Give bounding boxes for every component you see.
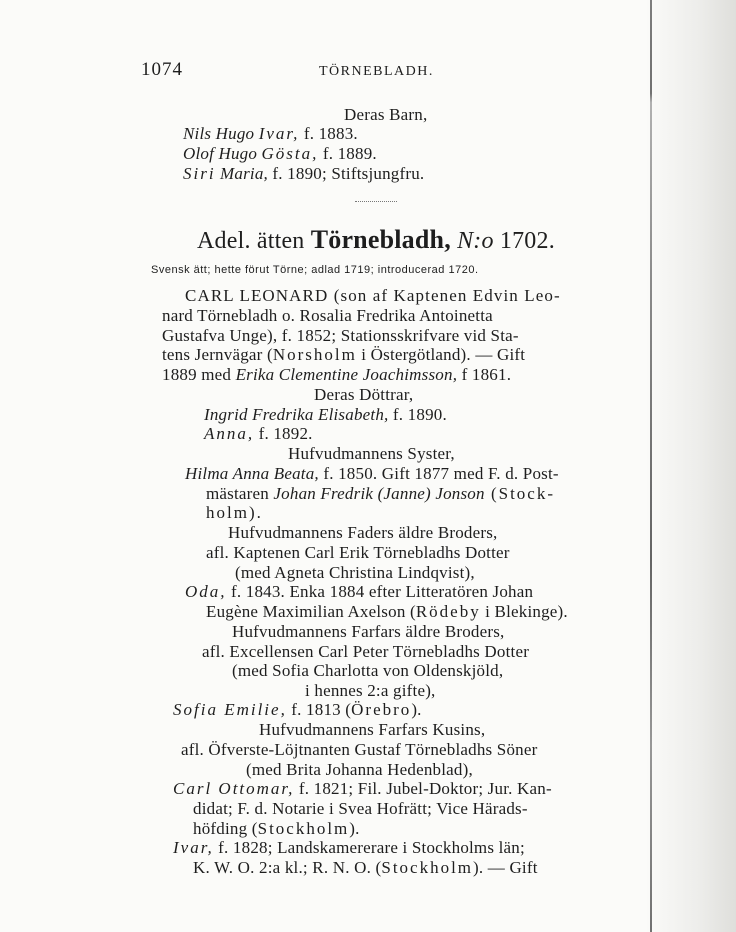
text-line: Carl Ottomar, f. 1821; Fil. Jubel-Doktor; Jur. Kan-: [173, 779, 552, 798]
text-line: didat; F. d. Notarie i Svea Hofrätt; Vice Härads-: [193, 799, 528, 818]
child-entry: Olof Hugo Gösta, f. 1889.: [183, 144, 377, 163]
text-line: (med Brita Johanna Hedenblad),: [246, 760, 473, 779]
page-number: 1074: [141, 59, 183, 80]
text-line: Hufvudmannens Farfars äldre Broders,: [232, 622, 505, 641]
children-heading: Deras Barn,: [344, 105, 428, 124]
text-line: Anna, f. 1892.: [204, 424, 313, 443]
text-line: afl. Öfverste-Löjtnanten Gustaf Törnebladhs Söner: [181, 740, 538, 759]
text-line: CARL LEONARD (son af Kaptenen Edvin Leo-: [185, 286, 561, 305]
text-line: Gustafva Unge), f. 1852; Stationsskrifvare vid Sta-: [162, 326, 519, 345]
family-heading: Adel. ätten Törnebladh, N:o 1702.: [197, 225, 555, 254]
page-edge-line: [650, 0, 652, 932]
text-line: Oda, f. 1843. Enka 1884 efter Litteratören Johan: [185, 582, 534, 601]
text-line: mästaren Johan Fredrik (Janne) Jonson (Stock-: [206, 484, 555, 503]
text-line: afl. Excellensen Carl Peter Törnebladhs Dotter: [202, 642, 530, 661]
text-line: nard Törnebladh o. Rosalia Fredrika Antoinetta: [162, 306, 493, 325]
text-line: tens Jernvägar (Norsholm i Östergötland). — Gift: [162, 345, 526, 364]
text-line: (med Agneta Christina Lindqvist),: [235, 563, 475, 582]
text-line: holm).: [206, 503, 263, 522]
text-line: Hufvudmannens Syster,: [288, 444, 455, 463]
text-line: i hennes 2:a gifte),: [305, 681, 436, 700]
text-line: 1889 med Erika Clementine Joachimsson, f 1861.: [162, 365, 512, 384]
text-line: Hilma Anna Beata, f. 1850. Gift 1877 med F. d. Post-: [185, 464, 559, 483]
text-line: Ingrid Fredrika Elisabeth, f. 1890.: [204, 405, 447, 424]
text-line: (med Sofia Charlotta von Oldenskjöld,: [232, 661, 504, 680]
text-line: Hufvudmannens Farfars Kusins,: [259, 720, 486, 739]
text-line: höfding (Stockholm).: [193, 819, 360, 838]
section-divider: [355, 201, 397, 202]
text-line: Ivar, f. 1828; Landskamererare i Stockholms län;: [173, 838, 525, 857]
child-entry: Nils Hugo Ivar, f. 1883.: [183, 124, 358, 143]
family-subheading: Svensk ätt; hette förut Törne; adlad 1719; introducerad 1720.: [151, 264, 479, 276]
text-line: afl. Kaptenen Carl Erik Törnebladhs Dotter: [206, 543, 510, 562]
text-line: Eugène Maximilian Axelson (Rödeby i Blekinge).: [206, 602, 568, 621]
running-title: TÖRNEBLADH.: [319, 64, 434, 79]
child-entry: Siri Maria, f. 1890; Stiftsjungfru.: [183, 164, 425, 183]
page-edge-shadow: [646, 0, 736, 932]
text-line: K. W. O. 2:a kl.; R. N. O. (Stockholm). — Gift: [193, 858, 538, 877]
text-line: Hufvudmannens Faders äldre Broders,: [228, 523, 498, 542]
text-line: Sofia Emilie, f. 1813 (Örebro).: [173, 700, 422, 719]
text-line: Deras Döttrar,: [314, 385, 414, 404]
